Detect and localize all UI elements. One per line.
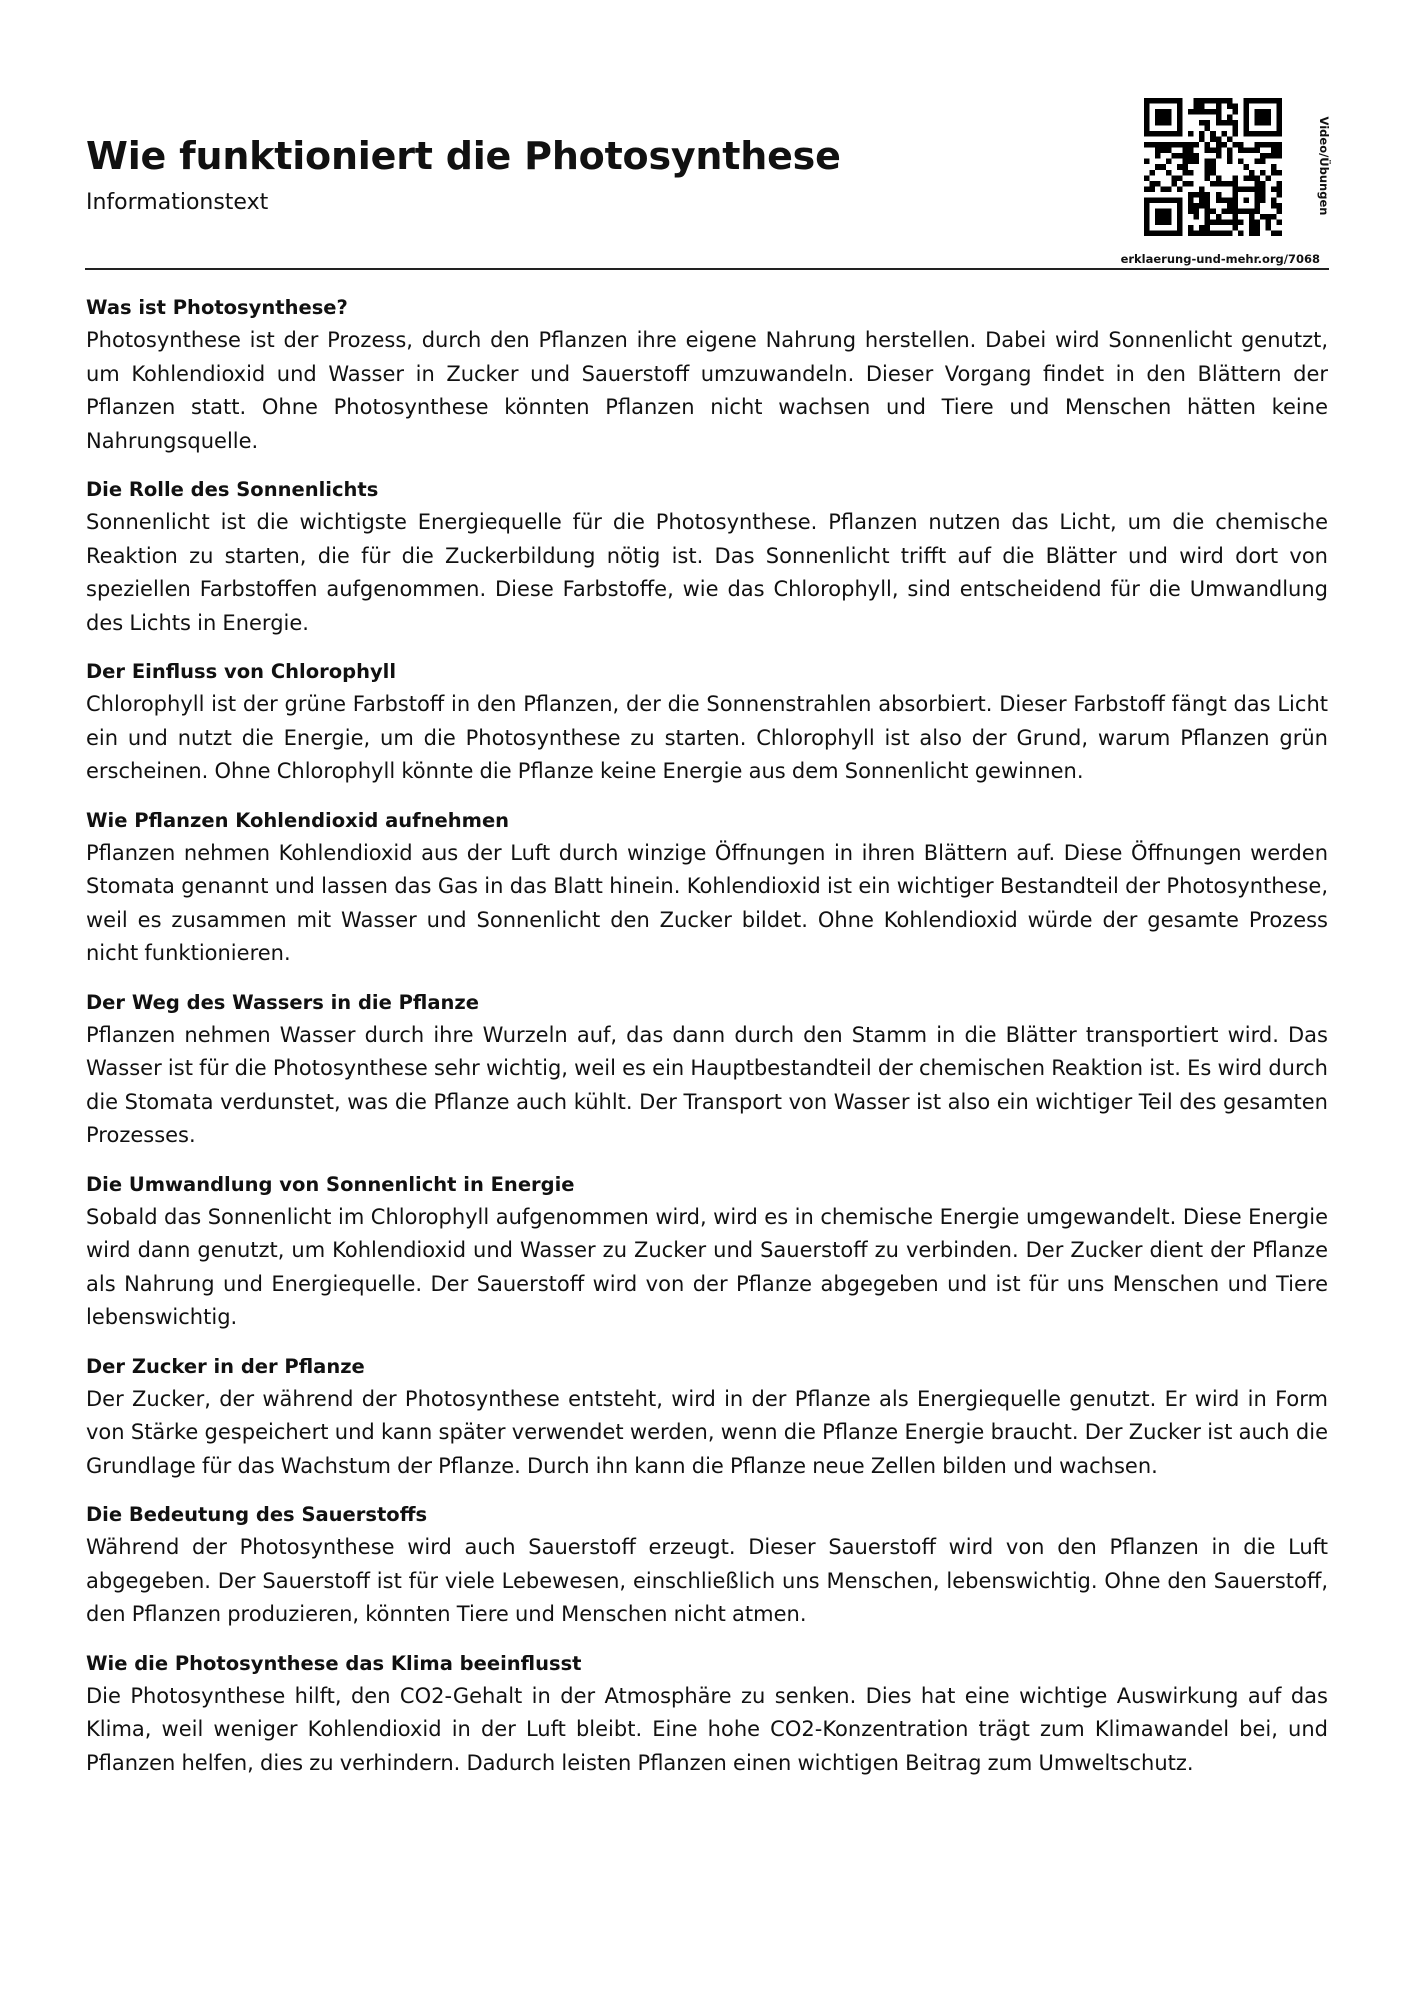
section-heading: Der Einfluss von Chlorophyll [86, 660, 397, 683]
page-subtitle: Informationstext [86, 190, 269, 215]
section-paragraph: Photosynthese ist der Prozess, durch den Pflanzen ihre eigene Nahrung herstellen. Dabei wird Sonnenlicht genutzt, um Kohlendioxid und Wasser in Zucker und Sauerstoff umzuwandeln. Dieser Vorgang findet in den Blättern der Pflanzen statt. Ohne Photosynthese könnten Pflanzen nicht wachsen und Tiere und Menschen hätten keine Nahrungsquelle. [86, 328, 1328, 453]
section-paragraph: Chlorophyll ist der grüne Farbstoff in den Pflanzen, der die Sonnenstrahlen absorbiert. Dieser Farbstoff fängt das Licht ein und nutzt die Energie, um die Photosynthese zu starten. Chlorophyll ist also der Grund, warum Pflanzen grün erscheinen. Ohne Chlorophyll könnte die Pflanze keine Energie aus dem Sonnenlicht gewinnen. [86, 692, 1328, 783]
section-heading: Die Rolle des Sonnenlichts [86, 478, 379, 501]
section-carbon-dioxide [86, 805, 1328, 971]
section-heading: Die Umwandlung von Sonnenlicht in Energie [86, 1172, 575, 1196]
section-water [86, 987, 1328, 1153]
section-what-is-photosynthesis [86, 292, 1328, 458]
section-heading: Der Weg des Wassers in die Pflanze [86, 990, 479, 1014]
section-paragraph: Während der Photosynthese wird auch Sauerstoff erzeugt. Dieser Sauerstoff wird von den Pflanzen in die Luft abgegeben. Der Sauerstoff ist für viele Lebewesen, einschließlich uns Menschen, lebenswichtig. Ohne den Sauerstoff, den Pflanzen produzieren, könnten Tiere und Menschen nicht atmen. [86, 1535, 1328, 1626]
qr-url-link[interactable]: erklaerung-und-mehr.org/7068 [1120, 252, 1320, 266]
section-heading: Wie die Photosynthese das Klima beeinflusst [86, 1651, 582, 1675]
header-divider [85, 268, 1329, 270]
section-paragraph: Sobald das Sonnenlicht im Chlorophyll aufgenommen wird, wird es in chemische Energie umgewandelt. Diese Energie wird dann genutzt, um Kohlendioxid und Wasser zu Zucker und Sauerstoff zu verbinden. Der Zucker dient der Pflanze als Nahrung und Energiequelle. Der Sauerstoff wird von der Pflanze abgegeben und ist für uns Menschen und Tiere lebenswichtig. [86, 1204, 1328, 1329]
section-paragraph: Pflanzen nehmen Wasser durch ihre Wurzeln auf, das dann durch den Stamm in die Blätter transportiert wird. Das Wasser ist für die Photosynthese sehr wichtig, weil es ein Hauptbestandteil der chemischen Reaktion ist. Es wird durch die Stomata verdunstet, was die Pflanze auch kühlt. Der Transport von Wasser ist also ein wichtiger Teil des gesamten Prozesses. [86, 1022, 1328, 1147]
section-heading: Was ist Photosynthese? [86, 296, 348, 319]
section-paragraph: Die Photosynthese hilft, den CO2-Gehalt in der Atmosphäre zu senken. Dies hat eine wichtige Auswirkung auf das Klima, weil weniger Kohlendioxid in der Luft bleibt. Eine hohe CO2-Konzentration trägt zum Klimawandel bei, und Pflanzen helfen, dies zu verhindern. Dadurch leisten Pflanzen einen wichtigen Beitrag zum Umweltschutz. [86, 1683, 1328, 1775]
section-climate [86, 1648, 1328, 1781]
qr-code-icon[interactable] [1144, 98, 1282, 236]
video-exercises-label: Video/Übungen [1317, 116, 1331, 216]
section-oxygen [86, 1499, 1328, 1632]
section-energy-conversion [86, 1169, 1328, 1335]
section-role-of-sunlight [86, 474, 1328, 640]
section-paragraph: Der Zucker, der während der Photosynthese entsteht, wird in der Pflanze als Energiequelle genutzt. Er wird in Form von Stärke gespeichert und kann später verwendet werden, wenn die Pflanze Energie braucht. Der Zucker ist auch die Grundlage für das Wachstum der Pflanze. Durch ihn kann die Pflanze neue Zellen bilden und wachsen. [86, 1386, 1328, 1478]
section-sugar [86, 1351, 1328, 1484]
section-paragraph: Pflanzen nehmen Kohlendioxid aus der Luft durch winzige Öffnungen in ihren Blättern auf. Diese Öffnungen werden Stomata genannt und lassen das Gas in das Blatt hinein. Kohlendioxid ist ein wichtiger Bestandteil der Photosynthese, weil es zusammen mit Wasser und Sonnenlicht den Zucker bildet. Ohne Kohlendioxid würde der gesamte Prozess nicht funktionieren. [86, 840, 1328, 965]
page-title: Wie funktioniert die Photosynthese [86, 134, 841, 178]
section-heading: Die Bedeutung des Sauerstoffs [86, 1503, 428, 1526]
section-heading: Wie Pflanzen Kohlendioxid aufnehmen [86, 808, 510, 832]
text-body [86, 292, 1328, 1796]
section-paragraph: Sonnenlicht ist die wichtigste Energiequelle für die Photosynthese. Pflanzen nutzen das Licht, um die chemische Reaktion zu starten, die für die Zuckerbildung nötig ist. Das Sonnenlicht trifft auf die Blätter und wird dort von speziellen Farbstoffen aufgenommen. Diese Farbstoffe, wie das Chlorophyll, sind entscheidend für die Umwandlung des Lichts in Energie. [86, 510, 1328, 635]
section-chlorophyll [86, 656, 1328, 789]
section-heading: Der Zucker in der Pflanze [86, 1354, 365, 1378]
